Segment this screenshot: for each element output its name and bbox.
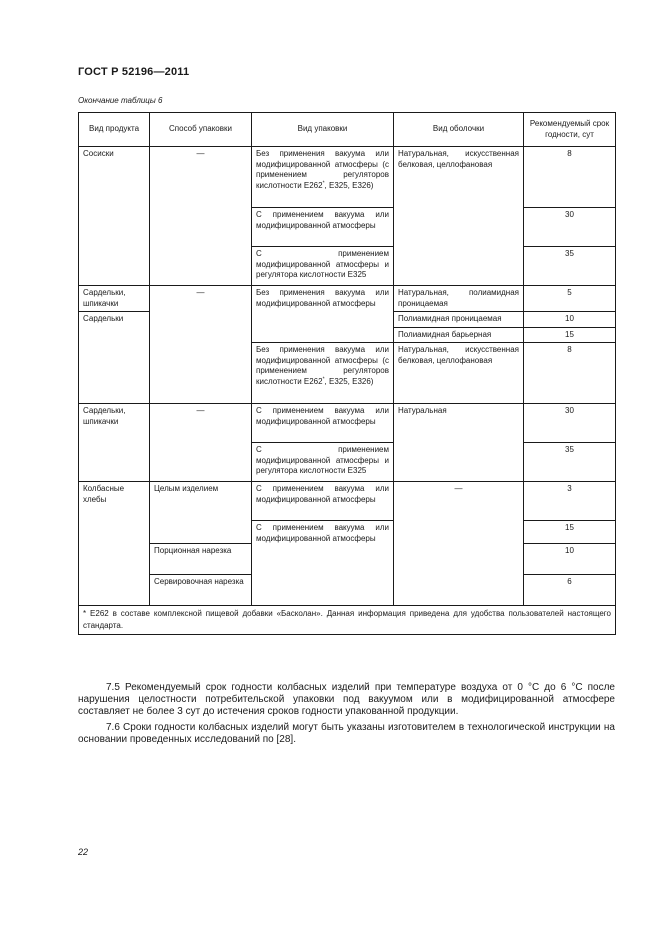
product-cell: Сардельки, шпикачки [79,404,150,482]
package-cell: Без применения вакуума или модифицированной атмосферы [252,286,394,343]
table-caption: Окончание таблицы 6 [78,96,163,105]
product-cell: Сосиски [79,147,150,286]
paragraph-7-5: 7.5 Рекомендуемый срок годности колбасных изделий при температуре воздуха от 0 °С до 6 °С после нарушения целостности потребительской упаковки под вакуумом или в модифицированной атмосфере составляет не более 3 сут до истечения сроков годности упакованной продукции. [78,682,615,717]
casing-cell: Натуральная, полиамидная проницаемая [394,286,524,312]
package-cell: С применением вакуума или модифицированной атмосферы [252,404,394,443]
casing-cell: Натуральная, искусственная белковая, целлофановая [394,343,524,404]
table-header-row [79,113,616,147]
table-row [79,404,616,443]
table-row [79,482,616,521]
table-row [79,147,616,208]
shelf-life-value: 8 [524,147,616,208]
package-cell [252,147,394,208]
table-row [79,286,616,312]
shelf-life-value: 15 [524,327,616,343]
column-header-method: Способ упаковки [150,113,252,147]
package-text-end: , Е325, Е326) [324,180,374,190]
method-cell: — [150,404,252,482]
footnote-marker: * [322,375,325,382]
method-cell: Порционная нарезка [150,544,252,575]
casing-cell: Натуральная, искусственная белковая, целлофановая [394,147,524,286]
method-cell: — [150,286,252,404]
package-cell: С применением модифицированной атмосферы и регулятора кислотности Е325 [252,443,394,482]
product-cell: Колбасные хлебы [79,482,150,606]
package-cell: С применением вакуума или модифицированной атмосферы [252,208,394,247]
table-footnote: * Е262 в составе комплексной пищевой добавки «Басколан». Данная информация приведена для удобства пользователей настоящего стандарта. [79,606,616,635]
casing-cell: Полиамидная барьерная [394,327,524,343]
shelf-life-table [78,112,616,635]
package-text: Без применения вакуума или модифицированной атмосферы (с применением регуляторов кислотности Е262 [256,149,389,190]
shelf-life-value: 10 [524,544,616,575]
product-cell: Сардельки [79,312,150,404]
shelf-life-value: 8 [524,343,616,404]
package-cell: С применением вакуума или модифицированной атмосферы [252,482,394,521]
package-cell: С применением модифицированной атмосферы и регулятора кислотности Е325 [252,247,394,286]
package-cell: С применением вакуума или модифицированной атмосферы [252,521,394,606]
package-text: Без применения вакуума или модифицированной атмосферы (с применением регуляторов кислотности Е262 [256,345,389,386]
shelf-life-value: 30 [524,404,616,443]
shelf-life-value: 6 [524,575,616,606]
shelf-life-value: 5 [524,286,616,312]
shelf-life-value: 10 [524,312,616,328]
method-cell: — [150,147,252,286]
document-header: ГОСТ Р 52196—2011 [78,66,190,78]
shelf-life-value: 35 [524,443,616,482]
paragraph-7-6: 7.6 Сроки годности колбасных изделий могут быть указаны изготовителем в технологической инструкции на основании проведенных исследований по [28]. [78,722,615,745]
method-cell: Сервировочная нарезка [150,575,252,606]
package-cell [252,343,394,404]
column-header-product: Вид продукта [79,113,150,147]
method-cell: Целым изделием [150,482,252,544]
package-text-end: , Е325, Е326) [324,376,374,386]
footnote-marker: * [322,179,325,186]
column-header-package: Вид упаковки [252,113,394,147]
casing-cell: Полиамидная проницаемая [394,312,524,328]
shelf-life-value: 3 [524,482,616,521]
page-number: 22 [78,847,89,857]
column-header-casing: Вид оболочки [394,113,524,147]
column-header-shelf-life: Рекомендуемый срок годности, сут [524,113,616,147]
table-footnote-row [79,606,616,635]
shelf-life-value: 35 [524,247,616,286]
shelf-life-value: 15 [524,521,616,544]
casing-cell: Натуральная [394,404,524,482]
product-cell: Сардельки, шпикачки [79,286,150,312]
casing-cell: — [394,482,524,606]
shelf-life-value: 30 [524,208,616,247]
